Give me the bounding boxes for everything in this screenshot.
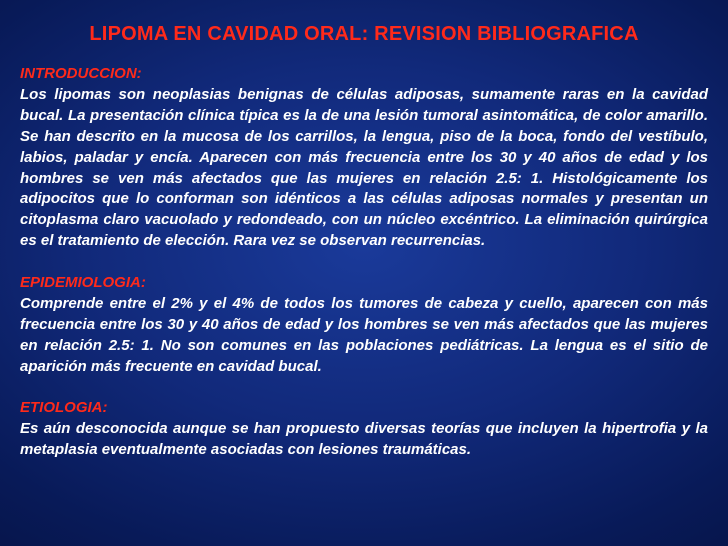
section-heading-epidemiologia: EPIDEMIOLOGIA: <box>20 274 146 292</box>
section-text-etiologia: Es aún desconocida aunque se han propuesto diversas teorías que incluyen la hipertrofia y la metaplasia eventualmente asociadas con lesiones traumáticas. <box>20 420 708 459</box>
slide-title: LIPOMA EN CAVIDAD ORAL: REVISION BIBLIOGRAFICA <box>89 23 639 45</box>
section-text-epidemiologia: Comprende entre el 2% y el 4% de todos los tumores de cabeza y cuello, aparecen con más frecuencia entre los 30 y 40 años de edad y los hombres se ven más afectados que las mujeres en relación 2.5: 1. No son comunes en las poblaciones pediátricas. La lengua es el sitio de aparición más frecuente en cavidad bucal. <box>20 294 708 375</box>
section-etiologia <box>20 398 708 461</box>
section-epidemiologia <box>20 273 708 378</box>
section-heading-introduccion: INTRODUCCION: <box>20 65 142 82</box>
section-text-introduccion: Los lipomas son neoplasias benignas de células adiposas, sumamente raras en la cavidad bucal. La presentación clínica típica es la de una lesión tumoral asintomática, de color amarillo. Se han descrito en la mucosa de los carrillos, la lengua, piso de la boca, fondo del vestíbulo, labios, paladar y encía. Aparecen con más frecuencia entre los 30 y 40 años de edad y los hombres se ven más afectados que las mujeres en relación 2.5: 1. Histológicamente los adipocitos que lo conforman son idénticos a las células adiposas normales y presentan un citoplasma claro vacuolado y redondeado, con un núcleo excéntrico. La eliminación quirúrgica es el tratamiento de elección. Rara vez se observan recurrencias. <box>20 85 708 250</box>
slide-content <box>20 64 708 461</box>
section-heading-etiologia: ETIOLOGIA: <box>20 399 108 417</box>
section-introduccion <box>20 64 708 252</box>
